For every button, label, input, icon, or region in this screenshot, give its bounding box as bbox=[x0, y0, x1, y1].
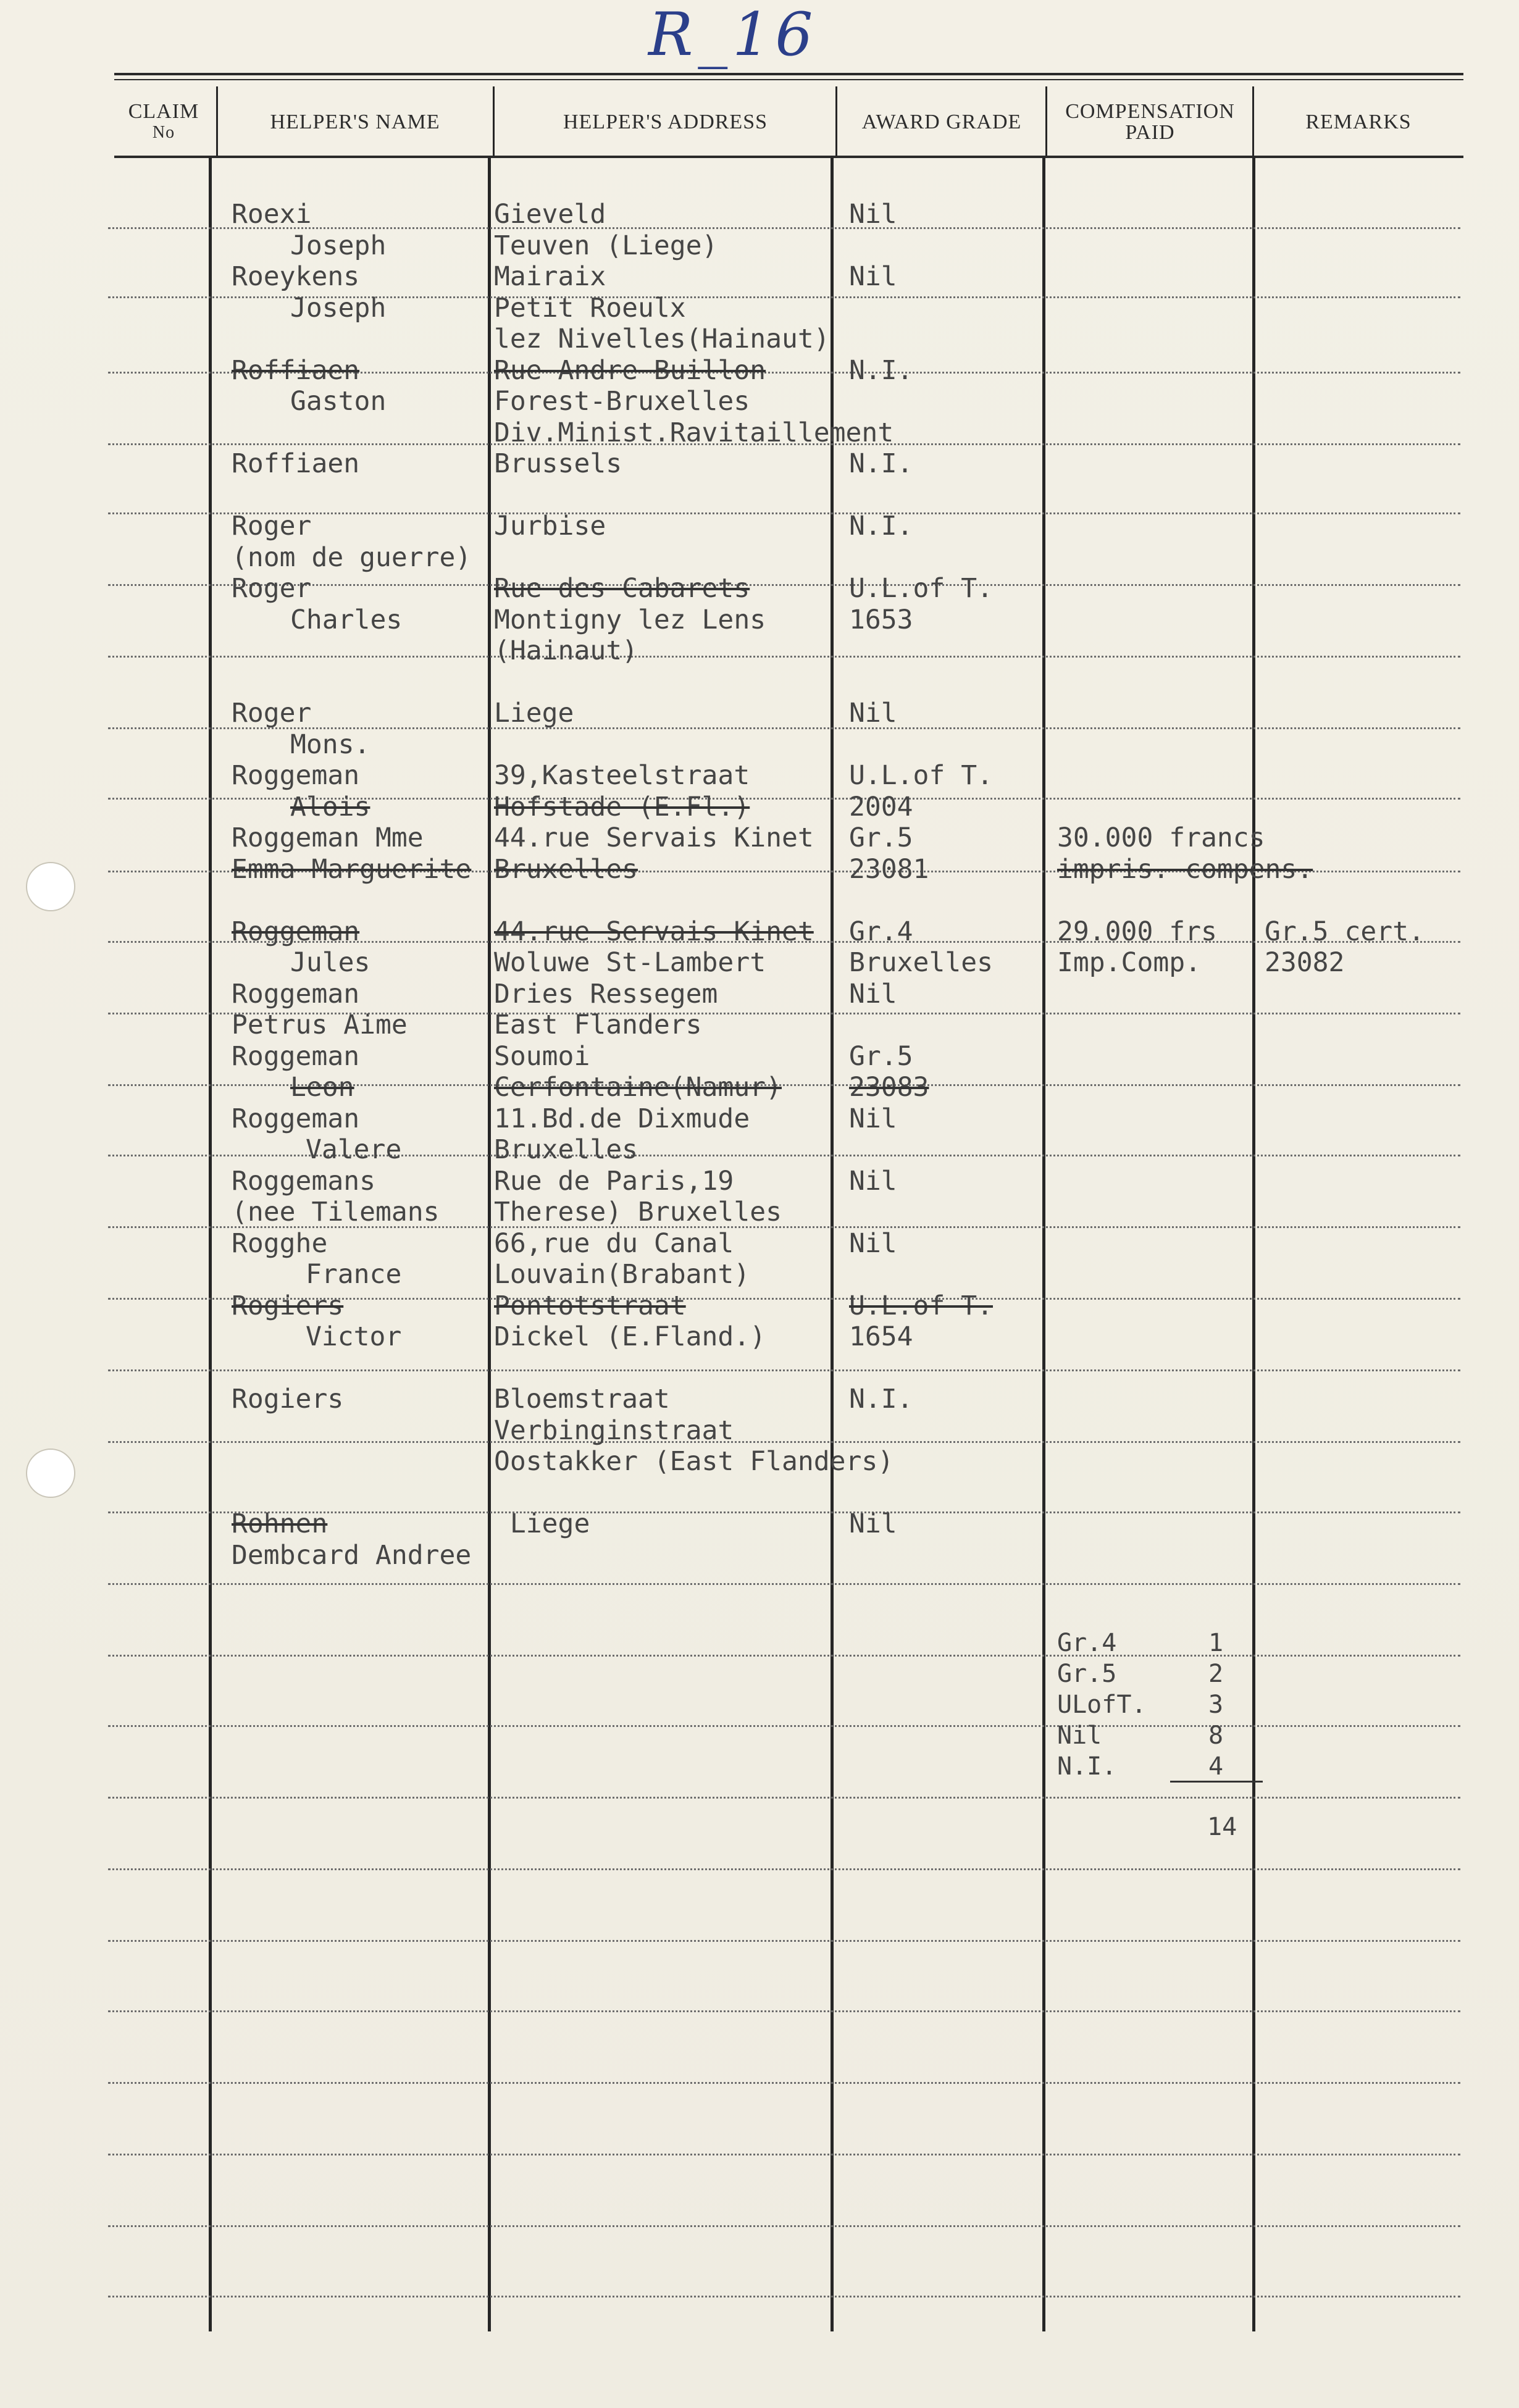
compensation-paid: 29.000 frs bbox=[1057, 916, 1217, 947]
helper-address: Rue Andre Buillon bbox=[494, 355, 766, 386]
award-grade: U.L.of T. bbox=[849, 760, 993, 791]
col-header-compensation-paid bbox=[1047, 91, 1253, 153]
helper-address: Forest-Bruxelles bbox=[494, 386, 750, 417]
helper-name: Roggeman bbox=[232, 979, 360, 1010]
helper-name: (nom de guerre) bbox=[232, 542, 472, 573]
helper-name: Leon bbox=[290, 1072, 354, 1103]
helper-address: 44.rue Servais Kinet bbox=[494, 916, 814, 947]
helper-name: Joseph bbox=[290, 230, 387, 261]
column-line bbox=[209, 158, 212, 2331]
remarks-cell: 23082 bbox=[1265, 947, 1345, 978]
helper-address: 44.rue Servais Kinet bbox=[494, 822, 814, 853]
top-rule-thin bbox=[114, 79, 1463, 80]
helper-name: Roggeman bbox=[232, 916, 360, 947]
award-grade: U.L.of T. bbox=[849, 573, 993, 604]
helper-address: Bruxelles bbox=[494, 854, 638, 885]
helper-address: Therese) Bruxelles bbox=[494, 1197, 782, 1227]
helper-address: Rue de Paris,19 bbox=[494, 1166, 734, 1197]
ruled-line bbox=[108, 2154, 1460, 2155]
col-header-helpers-name: HELPER'S NAME bbox=[270, 111, 440, 133]
helper-name: Roger bbox=[232, 698, 312, 729]
helper-address: Bloemstraat bbox=[494, 1384, 670, 1415]
helper-address: 66,rue du Canal bbox=[494, 1228, 734, 1259]
award-grade: Nil bbox=[849, 1228, 897, 1259]
compensation-paid: Imp.Comp. bbox=[1057, 947, 1201, 978]
col-header-helpers-address: HELPER'S ADDRESS bbox=[563, 111, 768, 133]
ruled-line bbox=[108, 2225, 1460, 2227]
helper-address: Hofstade (E.Fl.) bbox=[494, 792, 750, 822]
helper-name: Roggeman bbox=[232, 760, 360, 791]
tally-count: 2 bbox=[1208, 1660, 1224, 1688]
tally-count: 1 bbox=[1208, 1629, 1224, 1657]
helper-name: Petrus Aime bbox=[232, 1010, 408, 1040]
helper-name: Roger bbox=[232, 573, 312, 604]
helper-address: Teuven (Liege) bbox=[494, 230, 718, 261]
top-rule bbox=[114, 73, 1463, 75]
helper-address: Dickel (E.Fland.) bbox=[494, 1321, 766, 1352]
header-divider bbox=[1252, 86, 1254, 156]
compensation-header-line2: PAID bbox=[1125, 121, 1175, 144]
header-divider bbox=[493, 86, 495, 156]
helper-name: Joseph bbox=[290, 293, 387, 324]
tally-count: 4 bbox=[1208, 1752, 1224, 1781]
tally-label: Gr.5 bbox=[1057, 1660, 1117, 1688]
helper-name: Alois bbox=[290, 792, 370, 822]
tally-row bbox=[1057, 1720, 1224, 1751]
column-line bbox=[488, 158, 491, 2331]
helper-address: Louvain(Brabant) bbox=[494, 1259, 750, 1290]
punch-hole bbox=[26, 1449, 75, 1498]
helper-address: Woluwe St-Lambert bbox=[494, 947, 766, 978]
ruled-line bbox=[108, 1797, 1460, 1799]
helper-address: East Flanders bbox=[494, 1010, 702, 1040]
ruled-line bbox=[108, 1369, 1460, 1371]
remarks-cell: Gr.5 cert. bbox=[1265, 916, 1425, 947]
helper-name: Mons. bbox=[290, 729, 370, 760]
award-grade: 23083 bbox=[849, 1072, 929, 1103]
helper-name: Gaston bbox=[290, 386, 387, 417]
compensation-header-line1: COMPENSATION bbox=[1065, 100, 1235, 123]
helper-name: Roeykens bbox=[232, 261, 360, 292]
ruled-line bbox=[108, 2296, 1460, 2297]
award-grade: Nil bbox=[849, 1166, 897, 1197]
award-grade: 1653 bbox=[849, 604, 913, 635]
tally-sum-rule bbox=[1170, 1781, 1263, 1783]
helper-name: France bbox=[306, 1259, 402, 1290]
tally-row bbox=[1057, 1658, 1224, 1689]
tally-row bbox=[1057, 1751, 1224, 1782]
header-divider bbox=[835, 86, 837, 156]
helper-name: Roggemans bbox=[232, 1166, 375, 1197]
helper-address: Gieveld bbox=[494, 199, 606, 230]
award-grade: Nil bbox=[849, 199, 897, 230]
award-grade: 1654 bbox=[849, 1321, 913, 1352]
ruled-line bbox=[108, 1725, 1460, 1727]
helper-address: Montigny lez Lens bbox=[494, 604, 766, 635]
helper-address: Jurbise bbox=[494, 511, 606, 541]
helper-name: Rogiers bbox=[232, 1384, 344, 1415]
helper-address: Cerfontaine(Namur) bbox=[494, 1072, 782, 1103]
tally-label: N.I. bbox=[1057, 1752, 1117, 1781]
reference-number: R_16 bbox=[648, 0, 818, 69]
helper-address: (Hainaut) bbox=[494, 635, 638, 666]
header-divider bbox=[1045, 86, 1047, 156]
column-line bbox=[1252, 158, 1255, 2331]
helper-name: Roffiaen bbox=[232, 448, 360, 479]
helper-address: Bruxelles bbox=[494, 1134, 638, 1165]
helper-name: Roexi bbox=[232, 199, 312, 230]
award-grade: Nil bbox=[849, 1508, 897, 1539]
compensation-paid: 30.000 francs bbox=[1057, 822, 1265, 853]
helper-address: Liege bbox=[494, 698, 574, 729]
helper-address: Dries Ressegem bbox=[494, 979, 718, 1010]
award-grade: 23081 bbox=[849, 854, 929, 885]
col-header-remarks: REMARKS bbox=[1305, 111, 1412, 133]
award-grade: N.I. bbox=[849, 355, 913, 386]
punch-hole bbox=[26, 862, 75, 911]
helper-address: Liege bbox=[494, 1508, 590, 1539]
header-bottom-rule bbox=[114, 156, 1463, 158]
claim-header-line2: No bbox=[152, 123, 175, 142]
award-grade: Nil bbox=[849, 979, 897, 1010]
helper-address: Petit Roeulx bbox=[494, 293, 686, 324]
award-grade: U.L.of T. bbox=[849, 1290, 993, 1321]
helper-address: Brussels bbox=[494, 448, 622, 479]
award-grade: Nil bbox=[849, 698, 897, 729]
tally-row bbox=[1057, 1628, 1224, 1658]
award-grade: Bruxelles bbox=[849, 947, 993, 978]
award-grade: Gr.4 bbox=[849, 916, 913, 947]
helper-name: Emma Marguerite bbox=[232, 854, 472, 885]
helper-address: Mairaix bbox=[494, 261, 606, 292]
helper-name: Roggeman bbox=[232, 1103, 360, 1134]
column-line bbox=[831, 158, 834, 2331]
ruled-line bbox=[108, 656, 1460, 658]
tally-count: 3 bbox=[1208, 1691, 1224, 1719]
helper-name: Rogiers bbox=[232, 1290, 344, 1321]
claim-header-line1: CLAIM bbox=[128, 100, 199, 123]
helper-name: Jules bbox=[290, 947, 370, 978]
ruled-line bbox=[108, 1583, 1460, 1585]
tally-row bbox=[1057, 1689, 1224, 1720]
helper-name: Roggeman bbox=[232, 1041, 360, 1072]
col-header-claim-no bbox=[114, 91, 213, 153]
ruled-line bbox=[108, 2010, 1460, 2012]
helper-address: Div.Minist.Ravitaillement bbox=[494, 417, 894, 448]
helper-name: Rohnen bbox=[232, 1508, 328, 1539]
helper-name: Victor bbox=[306, 1321, 402, 1352]
header-divider bbox=[216, 86, 218, 156]
award-grade: Nil bbox=[849, 1103, 897, 1134]
helper-name: (nee Tilemans bbox=[232, 1197, 440, 1227]
ruled-line bbox=[108, 1655, 1460, 1657]
tally-label: ULofT. bbox=[1057, 1691, 1147, 1719]
tally-label: Gr.4 bbox=[1057, 1629, 1117, 1657]
ruled-line bbox=[108, 1940, 1460, 1942]
tally-count: 8 bbox=[1208, 1721, 1224, 1750]
helper-address: Verbinginstraat bbox=[494, 1415, 734, 1446]
award-grade: 2004 bbox=[849, 792, 913, 822]
compensation-paid: impris. compens. bbox=[1057, 854, 1313, 885]
award-grade: N.I. bbox=[849, 1384, 913, 1415]
helper-name: Rogghe bbox=[232, 1228, 328, 1259]
tally-label: Nil bbox=[1057, 1721, 1102, 1750]
col-header-award-grade: AWARD GRADE bbox=[861, 111, 1022, 133]
helper-address: Pontotstraat bbox=[494, 1290, 686, 1321]
award-grade: Gr.5 bbox=[849, 1041, 913, 1072]
helper-address: lez Nivelles(Hainaut) bbox=[494, 324, 830, 354]
ruled-line bbox=[108, 1868, 1460, 1870]
award-grade: N.I. bbox=[849, 448, 913, 479]
ruled-line bbox=[108, 1441, 1460, 1443]
award-grade: Nil bbox=[849, 261, 897, 292]
helper-name: Roggeman Mme bbox=[232, 822, 424, 853]
helper-name: Roger bbox=[232, 511, 312, 541]
helper-address: 11.Bd.de Dixmude bbox=[494, 1103, 750, 1134]
helper-name: Valere bbox=[306, 1134, 402, 1165]
award-grade: Gr.5 bbox=[849, 822, 913, 853]
helper-address: 39,Kasteelstraat bbox=[494, 760, 750, 791]
helper-name: Charles bbox=[290, 604, 403, 635]
helper-address: Soumoi bbox=[494, 1041, 590, 1072]
helper-name: Roffiaen bbox=[232, 355, 360, 386]
award-grade: N.I. bbox=[849, 511, 913, 541]
column-line bbox=[1042, 158, 1045, 2331]
tally-total: 14 bbox=[1207, 1813, 1237, 1841]
helper-address: Oostakker (East Flanders) bbox=[494, 1446, 894, 1477]
helper-name: Dembcard Andree bbox=[232, 1540, 472, 1571]
helper-address: Rue des Cabarets bbox=[494, 573, 750, 604]
ruled-line bbox=[108, 2082, 1460, 2084]
